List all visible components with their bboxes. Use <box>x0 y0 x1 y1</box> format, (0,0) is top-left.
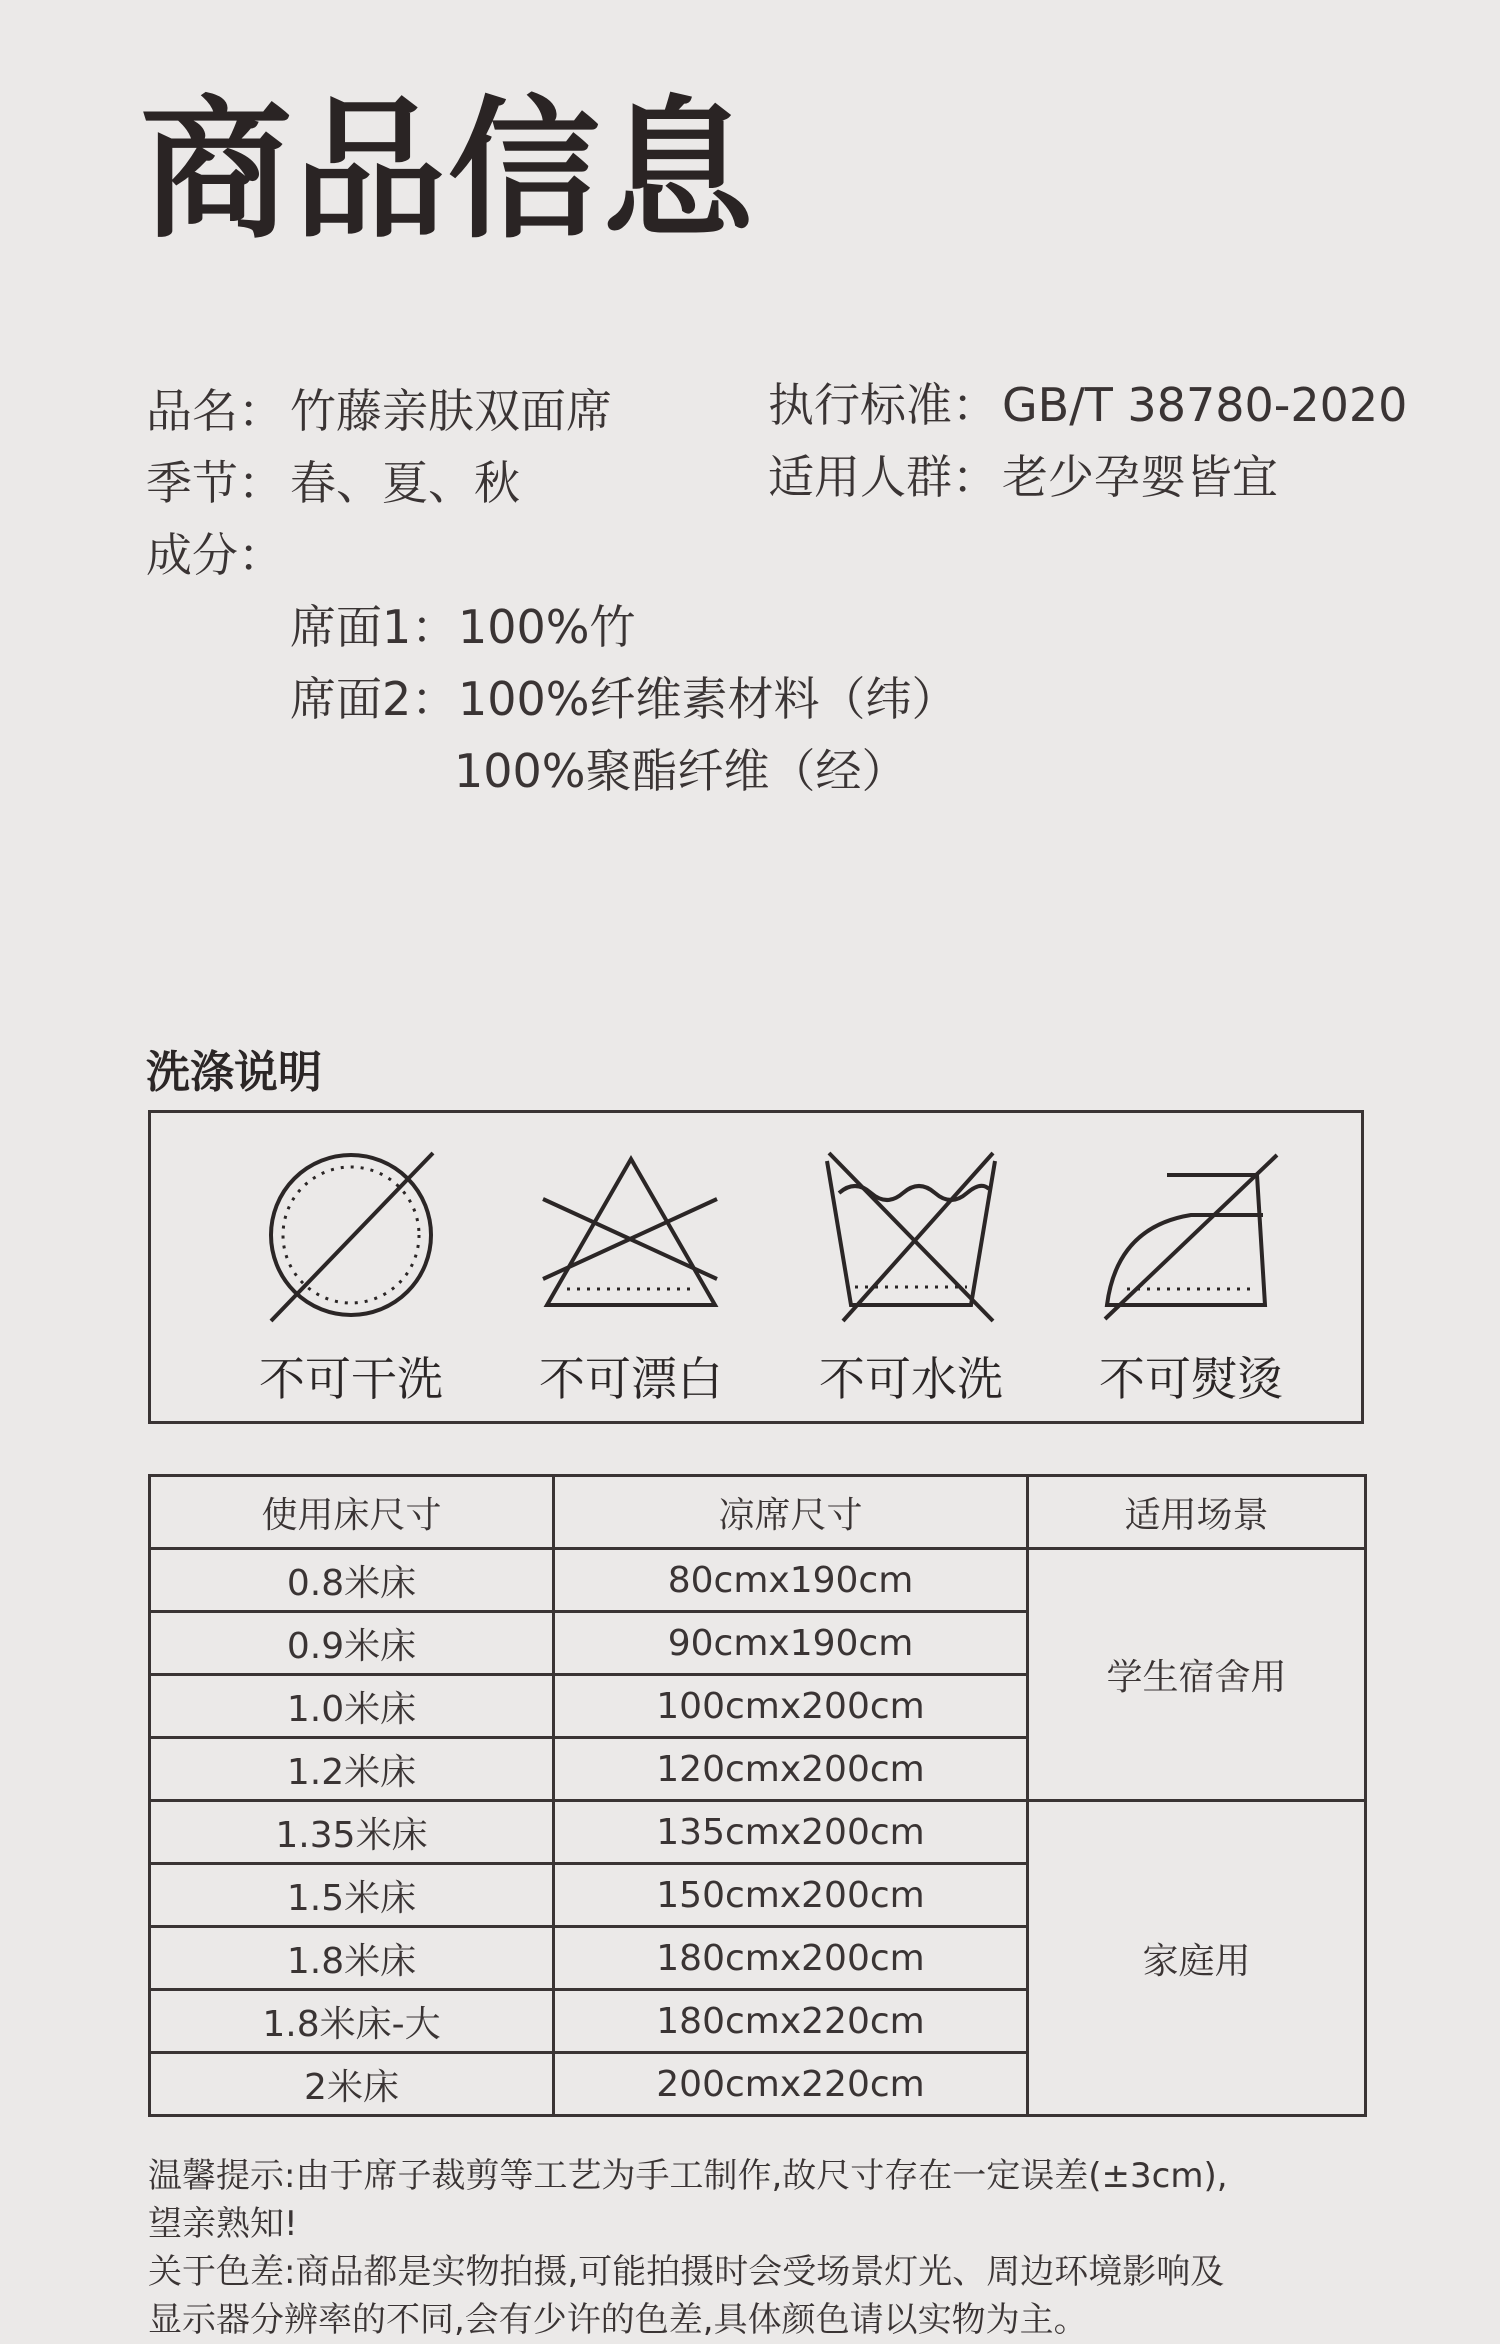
audience-label: 适用人群： <box>768 450 998 504</box>
name-value: 竹藤亲肤双面席 <box>290 384 612 438</box>
name-label: 品名： <box>146 384 284 438</box>
wash-label: 不可熨烫 <box>1099 1352 1283 1406</box>
wash-item-dry-clean <box>221 1113 481 1427</box>
wash-item-iron <box>1061 1113 1321 1427</box>
no-iron-icon <box>1101 1149 1281 1329</box>
no-wash-icon <box>821 1149 1001 1329</box>
mat-size-cell: 180cmx220cm <box>554 1990 1028 2053</box>
note-line: 关于色差:商品都是实物拍摄,可能拍摄时会受场景灯光、周边环境影响及 <box>148 2252 1225 2292</box>
surface2-value: 100%纤维素材料（纬） <box>458 672 958 726</box>
bed-size-cell: 1.35米床 <box>150 1801 554 1864</box>
bed-size-cell: 0.9米床 <box>150 1612 554 1675</box>
bed-size-cell: 1.8米床 <box>150 1927 554 1990</box>
season-value: 春、夏、秋 <box>290 456 520 510</box>
surface2-label: 席面2： <box>290 672 458 726</box>
mat-size-cell: 180cmx200cm <box>554 1927 1028 1990</box>
page-title: 商品信息 <box>140 82 756 259</box>
standard-label: 执行标准： <box>768 378 998 432</box>
mat-size-cell: 90cmx190cm <box>554 1612 1028 1675</box>
composition-label: 成分： <box>146 528 284 582</box>
mat-size-cell: 80cmx190cm <box>554 1549 1028 1612</box>
bed-size-cell: 1.5米床 <box>150 1864 554 1927</box>
washing-instructions <box>148 1110 1364 1424</box>
wash-label: 不可干洗 <box>259 1352 443 1406</box>
scene-cell: 家庭用 <box>1028 1801 1366 2116</box>
no-dry-clean-icon <box>261 1149 441 1329</box>
header-mat-size: 凉席尺寸 <box>554 1476 1028 1549</box>
mat-size-cell: 200cmx220cm <box>554 2053 1028 2116</box>
wash-item-bleach <box>501 1113 761 1427</box>
table-header-row <box>150 1476 1366 1549</box>
mat-size-cell: 135cmx200cm <box>554 1801 1028 1864</box>
note-line: 温馨提示:由于席子裁剪等工艺为手工制作,故尺寸存在一定误差(±3cm), <box>148 2156 1228 2196</box>
bed-size-cell: 1.0米床 <box>150 1675 554 1738</box>
mat-size-cell: 120cmx200cm <box>554 1738 1028 1801</box>
notes <box>148 2152 1378 2344</box>
note-line: 望亲熟知! <box>148 2204 298 2244</box>
table-row <box>150 1801 1366 1864</box>
mat-size-cell: 100cmx200cm <box>554 1675 1028 1738</box>
header-bed-size: 使用床尺寸 <box>150 1476 554 1549</box>
table-row <box>150 1549 1366 1612</box>
header-scene: 适用场景 <box>1028 1476 1366 1549</box>
wash-label: 不可水洗 <box>819 1352 1003 1406</box>
wash-label: 不可漂白 <box>539 1352 723 1406</box>
note-line: 显示器分辨率的不同,会有少许的色差,具体颜色请以实物为主。 <box>148 2300 1088 2340</box>
standard-value: GB/T 38780-2020 <box>1002 378 1408 432</box>
surface1-value: 100%竹 <box>458 600 636 654</box>
size-table <box>148 1474 1367 2117</box>
washing-heading: 洗涤说明 <box>146 1047 322 1098</box>
surface2-value-2: 100%聚酯纤维（经） <box>454 744 908 798</box>
mat-size-cell: 150cmx200cm <box>554 1864 1028 1927</box>
no-bleach-icon <box>541 1149 721 1329</box>
bed-size-cell: 0.8米床 <box>150 1549 554 1612</box>
bed-size-cell: 1.8米床-大 <box>150 1990 554 2053</box>
audience-value: 老少孕婴皆宜 <box>1002 450 1278 504</box>
surface1-label: 席面1： <box>290 600 458 654</box>
season-label: 季节： <box>146 456 284 510</box>
bed-size-cell: 2米床 <box>150 2053 554 2116</box>
bed-size-cell: 1.2米床 <box>150 1738 554 1801</box>
scene-cell: 学生宿舍用 <box>1028 1549 1366 1801</box>
wash-item-wash <box>781 1113 1041 1427</box>
